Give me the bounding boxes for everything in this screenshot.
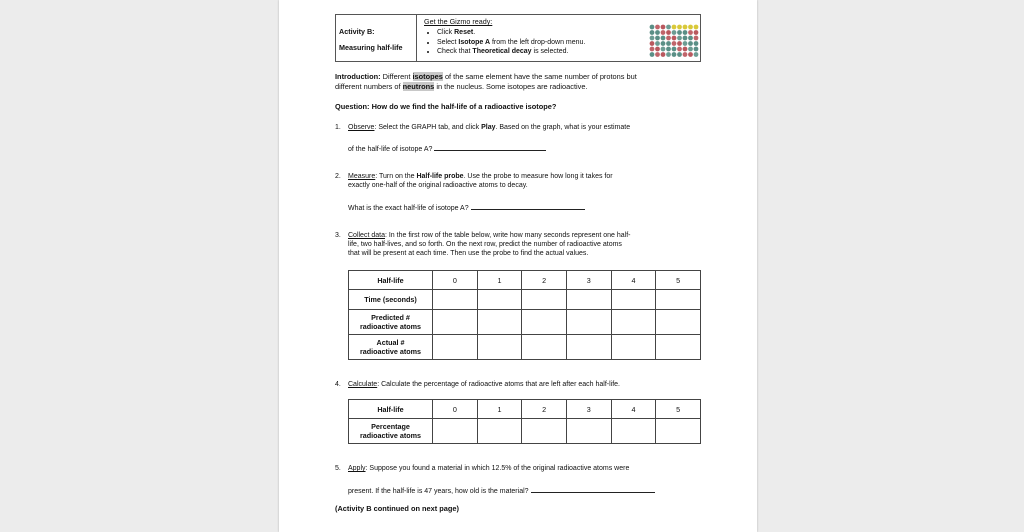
table-row <box>349 400 701 419</box>
answer-cell[interactable] <box>566 419 611 444</box>
column-header: 0 <box>433 400 478 419</box>
q4-text: Calculate: Calculate the percentage of radioactive atoms that are left after each half-life. <box>348 381 620 388</box>
atom-dot <box>683 25 688 30</box>
atom-dot <box>694 30 699 35</box>
column-header: 1 <box>477 400 522 419</box>
atom-dot <box>683 41 688 46</box>
isotopes-keyword: isotopes <box>412 72 443 81</box>
q3-number: 3. <box>335 232 341 239</box>
q4-number: 4. <box>335 381 341 388</box>
column-header: 2 <box>522 271 567 290</box>
atom-dot <box>650 36 655 41</box>
q2-answer-blank[interactable] <box>471 202 585 210</box>
q2-number: 2. <box>335 173 341 180</box>
answer-cell[interactable] <box>477 290 522 310</box>
activity-header-box <box>335 14 701 62</box>
atom-dot <box>661 36 666 41</box>
answer-cell[interactable] <box>656 310 701 335</box>
atom-dot <box>672 47 677 52</box>
answer-cell[interactable] <box>566 335 611 360</box>
column-header: 0 <box>433 271 478 290</box>
table-row <box>349 310 701 335</box>
atom-dot <box>661 47 666 52</box>
column-header: 4 <box>611 400 656 419</box>
answer-cell[interactable] <box>522 419 567 444</box>
atom-dot <box>661 52 666 57</box>
atom-dot <box>666 52 671 57</box>
atom-dot <box>694 41 699 46</box>
answer-cell[interactable] <box>656 419 701 444</box>
atom-dot <box>677 41 682 46</box>
q5-number: 5. <box>335 465 341 472</box>
answer-cell[interactable] <box>611 290 656 310</box>
atom-dot <box>661 30 666 35</box>
atom-dot <box>661 25 666 30</box>
atom-dot <box>650 41 655 46</box>
atom-dot <box>683 36 688 41</box>
gizmo-ready-title: Get the Gizmo ready: <box>424 17 493 26</box>
answer-cell[interactable] <box>433 419 478 444</box>
atom-grid-image <box>646 15 700 61</box>
neutrons-keyword: neutrons <box>402 81 435 91</box>
table-row <box>349 335 701 360</box>
atom-dot <box>650 52 655 57</box>
atom-dot <box>672 52 677 57</box>
q1-answer-blank[interactable] <box>434 143 546 151</box>
atom-dot <box>661 41 666 46</box>
column-header: 3 <box>566 400 611 419</box>
row-label: Time (seconds) <box>349 290 433 310</box>
answer-cell[interactable] <box>522 335 567 360</box>
setup-step: • Click Reset. <box>437 28 585 38</box>
atom-dot <box>677 25 682 30</box>
q5-text: Apply: Suppose you found a material in which 12.5% of the original radioactive atoms were <box>348 465 630 472</box>
atom-dot <box>688 47 693 52</box>
atom-dot <box>666 25 671 30</box>
atom-dot <box>672 25 677 30</box>
gizmo-ready-cell <box>416 15 647 61</box>
answer-cell[interactable] <box>477 419 522 444</box>
row-label: Actual # radioactive atoms <box>349 335 433 360</box>
atom-dot <box>688 36 693 41</box>
q1-text: Observe: Select the GRAPH tab, and click Play. Based on the graph, what is your estimate <box>348 124 631 131</box>
setup-step: • Check that Theoretical decay is selected. <box>437 47 585 57</box>
percentage-table <box>348 399 701 444</box>
column-header: 3 <box>566 271 611 290</box>
column-header: 2 <box>522 400 567 419</box>
answer-cell[interactable] <box>433 310 478 335</box>
half-life-header: Half-life <box>349 400 433 419</box>
half-life-data-table <box>348 270 701 360</box>
atom-dot <box>666 41 671 46</box>
atom-dot <box>677 36 682 41</box>
atom-dot <box>688 41 693 46</box>
column-header: 5 <box>656 400 701 419</box>
column-header: 1 <box>477 271 522 290</box>
atom-dot <box>677 30 682 35</box>
activity-subtitle: Measuring half-life <box>339 43 403 52</box>
atom-dot <box>677 52 682 57</box>
answer-cell[interactable] <box>477 310 522 335</box>
setup-step: • Select Isotope A from the left drop-down menu. <box>437 38 585 48</box>
answer-cell[interactable] <box>433 290 478 310</box>
answer-cell[interactable] <box>522 290 567 310</box>
atom-dot <box>672 36 677 41</box>
atom-dot <box>650 47 655 52</box>
answer-cell[interactable] <box>522 310 567 335</box>
atom-dot <box>666 36 671 41</box>
atom-dot <box>694 25 699 30</box>
activity-title-cell <box>336 15 417 61</box>
answer-cell[interactable] <box>433 335 478 360</box>
answer-cell[interactable] <box>611 335 656 360</box>
question-line: Question: How do we find the half-life of a radioactive isotope? <box>335 102 557 111</box>
atom-dot <box>694 52 699 57</box>
half-life-header: Half-life <box>349 271 433 290</box>
atom-dot <box>683 52 688 57</box>
setup-steps-list <box>425 28 585 57</box>
q1-number: 1. <box>335 124 341 131</box>
atom-dot <box>694 36 699 41</box>
atom-dot <box>683 47 688 52</box>
atom-dot <box>683 30 688 35</box>
gizmo-thumbnail <box>646 15 700 61</box>
answer-cell[interactable] <box>611 310 656 335</box>
column-header: 5 <box>656 271 701 290</box>
atom-dot <box>655 47 660 52</box>
q1-line2: of the half-life of isotope A? <box>348 143 546 154</box>
answer-cell[interactable] <box>656 290 701 310</box>
q5-line2: present. If the half-life is 47 years, how old is the material? <box>348 485 655 496</box>
introduction-paragraph: Introduction: Different isotopes of the same element have the same number of protons but different numbers of neutrons in the nucleus. Some isotopes are radioactive. <box>335 72 637 91</box>
answer-cell[interactable] <box>656 335 701 360</box>
column-header: 4 <box>611 271 656 290</box>
atom-dot <box>666 47 671 52</box>
atom-dot <box>688 30 693 35</box>
atom-dot <box>688 25 693 30</box>
q5-answer-blank[interactable] <box>531 485 655 493</box>
answer-cell[interactable] <box>566 290 611 310</box>
q2-text: Measure: Turn on the Half-life probe. Use the probe to measure how long it takes for exactly one-half of the original radioactive atoms to decay. <box>348 173 613 189</box>
answer-cell[interactable] <box>566 310 611 335</box>
row-label: Percentage radioactive atoms <box>349 419 433 444</box>
row-label: Predicted # radioactive atoms <box>349 310 433 335</box>
atom-dot <box>655 30 660 35</box>
atom-dot <box>655 41 660 46</box>
atom-dot <box>655 25 660 30</box>
atom-dot <box>677 47 682 52</box>
table-row <box>349 419 701 444</box>
atom-dot <box>650 25 655 30</box>
q3-text: Collect data: In the first row of the table below, write how many seconds represent one half- life, two half-lives, and so forth. On the next row, predict the number of radioactive atoms that will be present at each time. Then use the probe to find the actual values. <box>348 232 631 257</box>
table-row <box>349 290 701 310</box>
atom-dot <box>672 30 677 35</box>
atom-dot <box>650 30 655 35</box>
atom-dot <box>672 41 677 46</box>
atom-dot <box>655 36 660 41</box>
atom-dot <box>666 30 671 35</box>
atom-dot <box>655 52 660 57</box>
answer-cell[interactable] <box>611 419 656 444</box>
answer-cell[interactable] <box>477 335 522 360</box>
document-page <box>279 0 757 532</box>
q2-line3: What is the exact half-life of isotope A? <box>348 202 585 213</box>
activity-label: Activity B: <box>339 27 375 36</box>
continued-note: (Activity B continued on next page) <box>335 504 460 513</box>
atom-dot <box>694 47 699 52</box>
table-row <box>349 271 701 290</box>
atom-dot <box>688 52 693 57</box>
